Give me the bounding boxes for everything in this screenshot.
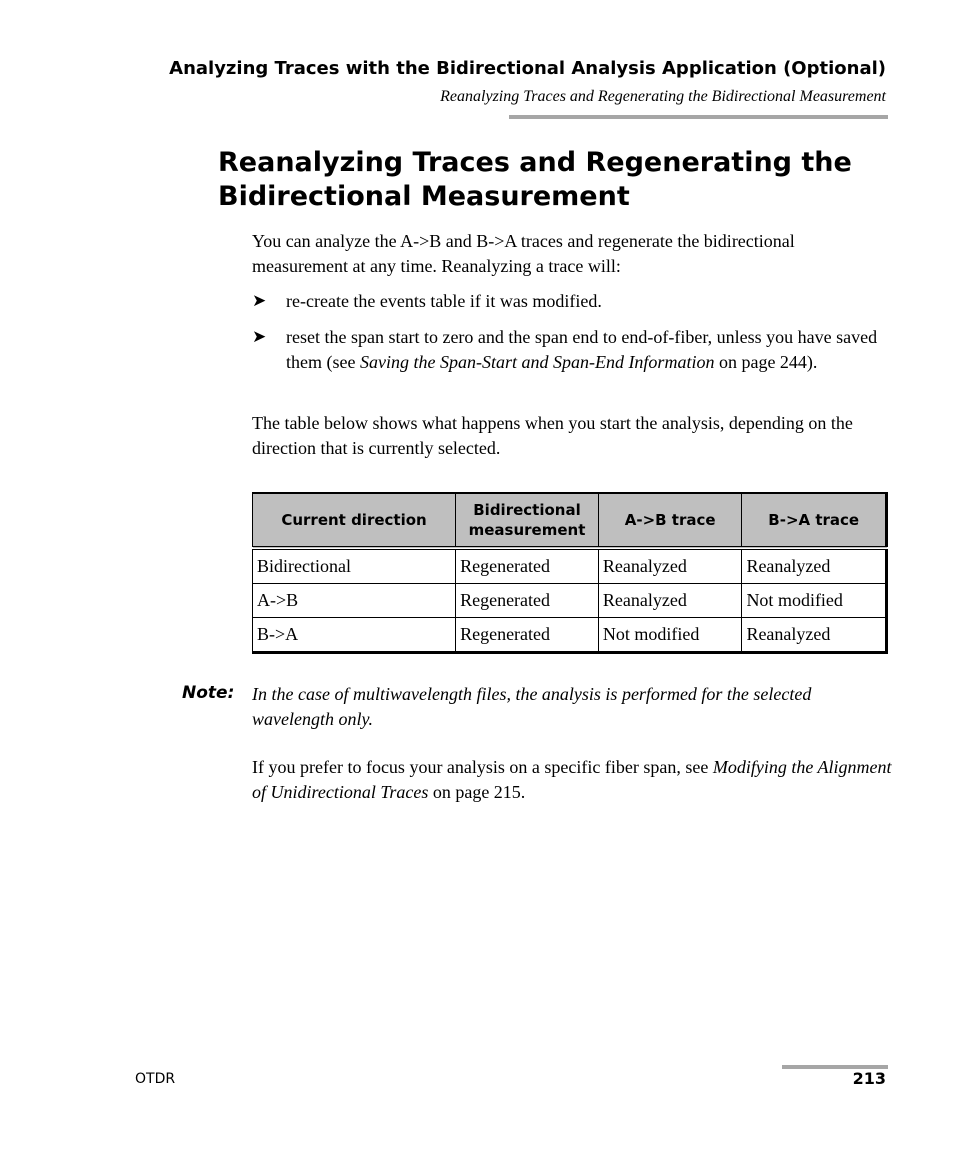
closing-paragraph [252,755,892,804]
table-cell: Not modified [742,584,887,618]
table-header-cell: B->A trace [742,493,887,548]
note-label: Note: [182,683,235,703]
table-cell: Bidirectional [253,548,456,584]
table-row [253,548,887,584]
table-row [253,584,887,618]
closing-text-part: on page 215. [428,781,526,802]
table-intro-paragraph: The table below shows what happens when you start the analysis, depending on the direction that is currently selected. [252,413,853,458]
page-number: 213 [852,1069,886,1088]
table-cell: Reanalyzed [742,548,887,584]
bullet-text-part: on page 244). [714,352,818,372]
header-rule [509,115,888,119]
table-cell: Regenerated [456,584,599,618]
table-cell: Reanalyzed [598,548,742,584]
table-header-cell: A->B trace [598,493,742,548]
table-cell: Regenerated [456,618,599,653]
bullet-text [286,325,886,375]
table-cell: Reanalyzed [742,618,887,653]
arrow-bullet-icon: ➤ [252,327,267,347]
intro-paragraph: You can analyze the A->B and B->A traces and regenerate the bidirectional measurement at any time. Reanalyzing a trace will: [252,231,795,276]
footer-product-name: OTDR [135,1071,176,1087]
table-cell: Not modified [598,618,742,653]
table-cell: Regenerated [456,548,599,584]
bullet-text: re-create the events table if it was modified. [286,291,602,311]
table-header-cell: Bidirectional measurement [456,493,599,548]
direction-table [252,492,888,654]
running-header-chapter: Analyzing Traces with the Bidirectional Analysis Application (Optional) [169,58,886,79]
table-cell: A->B [253,584,456,618]
table-cell: B->A [253,618,456,653]
cross-reference-link[interactable]: Modifying the Alignment of Unidirectional Traces [252,757,892,802]
note-text: In the case of multiwavelength files, the analysis is performed for the selected wavelength only. [252,684,812,729]
table-row [253,618,887,653]
cross-reference-link[interactable]: Saving the Span-Start and Span-End Information [359,352,715,372]
table-cell: Reanalyzed [598,584,742,618]
closing-text-part: If you prefer to focus your analysis on a specific fiber span, see [252,757,713,777]
bullet-text-part: reset the span start to zero and the span end to end-of-fiber, unless you have saved them (see [286,327,878,372]
arrow-bullet-icon: ➤ [252,291,267,311]
table-header-cell: Current direction [253,493,456,548]
table-header-row [253,493,887,548]
section-title: Reanalyzing Traces and Regenerating the Bidirectional Measurement [218,147,852,212]
running-header-section: Reanalyzing Traces and Regenerating the Bidirectional Measurement [440,88,886,105]
